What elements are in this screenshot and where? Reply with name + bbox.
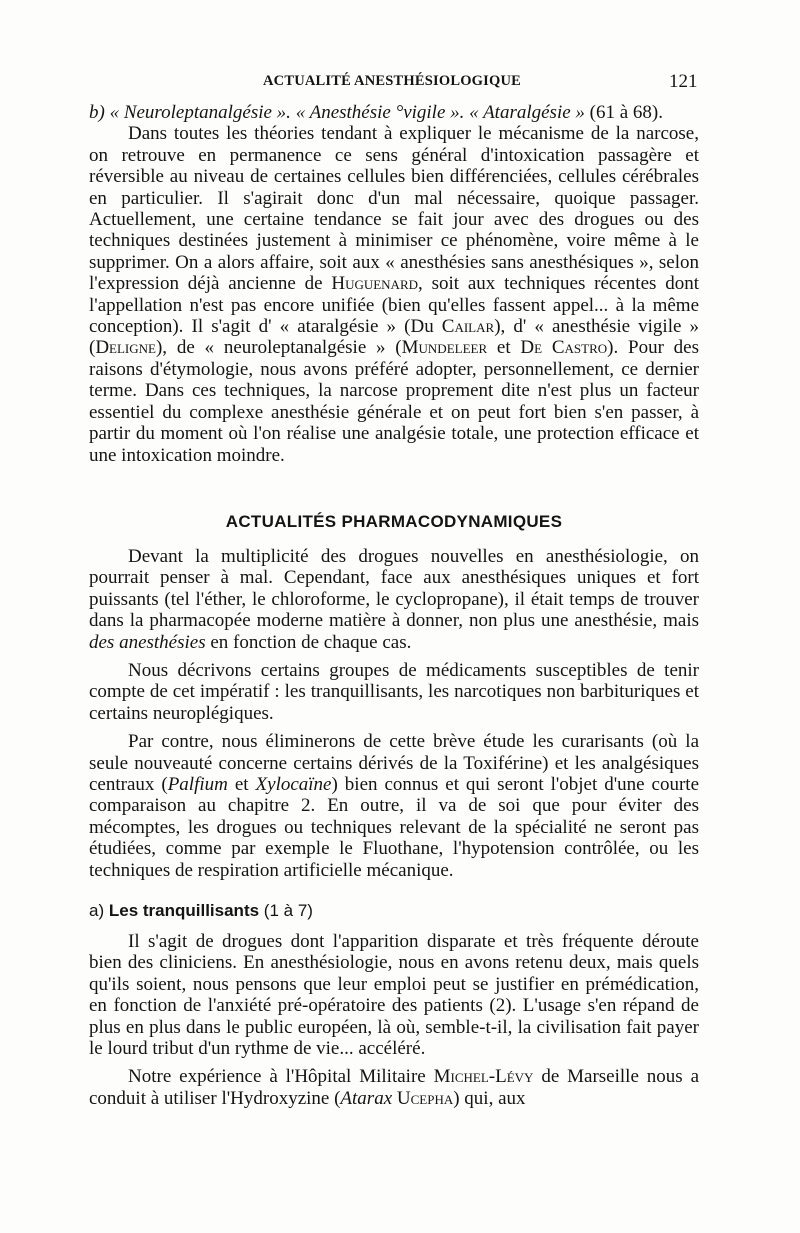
paragraph-1 [89, 123, 699, 466]
subsection-title: Les tranquillisants [108, 901, 260, 920]
paragraph-1-text-3: ), d' « anesthésie vigile » ( [89, 316, 699, 359]
subsection-heading [89, 901, 699, 921]
author-name: Cailar [441, 316, 495, 338]
body-text [89, 102, 699, 1109]
subsection-letter: a) [89, 901, 105, 920]
intro-term-3: « Ataralgésie » [469, 102, 585, 123]
drug-name: Atarax [340, 1087, 393, 1109]
paragraph-1-text-4: ), de « neuroleptanalgésie » ( [155, 337, 402, 359]
intro-term-2: « Anesthésie °vigile ». [295, 102, 465, 123]
paragraph-2-emphasis: des anesthésies [89, 631, 206, 653]
page-number: 121 [669, 71, 698, 92]
intro-refs: (61 à 68). [589, 102, 664, 123]
author-name: Deligne [95, 337, 156, 359]
intro-item [89, 102, 699, 123]
company-name: Ucepha [396, 1087, 454, 1109]
paragraph-2-text-2: en fonction de chaque cas. [210, 631, 412, 653]
paragraph-4-text-2: et [234, 773, 249, 795]
author-name: Mundeleer [401, 337, 488, 359]
paragraph-6 [89, 1066, 699, 1109]
drug-name: Xylocaïne [255, 773, 332, 795]
paragraph-6-text-3: ) qui, aux [453, 1087, 526, 1109]
section-heading: ACTUALITÉS PHARMACODYNAMIQUES [225, 511, 563, 531]
paragraph-4 [89, 731, 699, 881]
paragraph-2-text-1: Devant la multiplicité des drogues nouvelles en anesthésiologie, on pourrait penser à mal. Cependant, face aux anesthésiques uniques et fort puissants (tel l'éther, le chloroforme, le cyclopropane), il était temps de trouver dans la pharmacopée moderne matière à donner, non plus une anesthésie, mais [89, 545, 699, 632]
intro-term-1: « Neuroleptanalgésie ». [109, 102, 291, 123]
author-name: De Castro [520, 337, 608, 359]
hospital-name: Michel-Lévy [433, 1066, 534, 1088]
running-title: ACTUALITÉ ANESTHÉSIOLOGIQUE [263, 73, 522, 89]
subsection-refs: (1 à 7) [263, 901, 313, 920]
paragraph-1-text-6: ). Pour des raisons d'étymologie, nous avons préféré adopter, personnellement, ce dernier terme. Dans ces techniques, la narcose proprement dite n'est plus un facteur essentiel du complexe anesthésie générale et on peut fort bien s'en passer, à partir du moment où l'on réalise une analgésie totale, une protection efficace et une intoxication moindre. [89, 337, 700, 466]
paragraph-1-text-1: Dans toutes les théories tendant à expliquer le mécanisme de la narcose, on retrouve en permanence ce sens général d'intoxication passagère et réversible au niveau de certaines cellules bien différenciées, cellules cérébrales en particulier. Il s'agirait donc d'un mal nécessaire, quoique passager. Actuellement, une certaine tendance se fait jour avec des drogues ou des techniques destinées justement à minimiser ce phénomène, voire même à le supprimer. On a alors affaire, soit aux « anesthésies sans anesthésiques », selon l'expression déjà ancienne de [89, 123, 699, 295]
paragraph-3: Nous décrivons certains groupes de médicaments susceptibles de tenir compte de cet impératif : les tranquillisants, les narcotiques non barbituriques et certains neuroplégiques. [89, 659, 699, 724]
paragraph-1-text-5: et [496, 337, 511, 359]
drug-name: Palfium [167, 773, 228, 795]
author-name: Huguenard [331, 273, 419, 295]
running-head [0, 71, 800, 95]
paragraph-4-text-3: ) bien connus et qui seront l'objet d'une courte comparaison au chapitre 2. En outre, il va de soi que pour éviter des mécomptes, les drogues ou techniques relevant de la spécialité ne seront pas étudiées, comme par exemple le Fluothane, l'hypotension contrôlée, ou les techniques de respiration artificielle mécanique. [89, 773, 700, 881]
paragraph-6-text-2: de Marseille nous a conduit à utiliser l'Hydroxyzine ( [89, 1066, 699, 1109]
paragraph-1-text-2: , soit aux techniques récentes dont l'appellation n'est pas encore unifiée (bien qu'elles fassent appel... à la même conception). Il s'agit d' « ataralgésie » (Du [89, 273, 700, 338]
paragraph-4-text-1: Par contre, nous éliminerons de cette brève étude les curarisants (où la seule nouveauté concerne certains dérivés de la Toxiférine) et les analgésiques centraux ( [89, 731, 699, 795]
paragraph-6-text-1: Notre expérience à l'Hôpital Militaire [128, 1066, 426, 1088]
intro-item-letter: b) [89, 102, 105, 123]
paragraph-2 [89, 546, 699, 653]
paragraph-5: Il s'agit de drogues dont l'apparition disparate et très fréquente déroute bien des cliniciens. En anesthésiologie, nous en avons retenu deux, mais quels qu'ils soient, nous pensons que leur emploi peut se justifier en prémédication, en fonction de l'anxiété pré-opératoire des patients (2). L'usage s'en répand de plus en plus dans le public européen, là où, semble-t-il, la civilisation fait payer le lourd tribut d'un rythme de vie... accéléré. [89, 931, 699, 1060]
